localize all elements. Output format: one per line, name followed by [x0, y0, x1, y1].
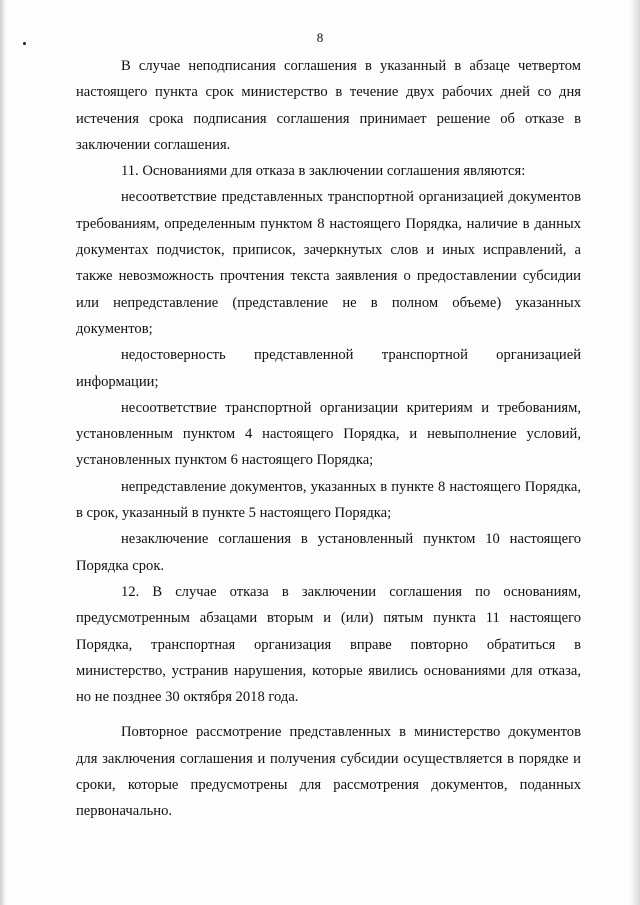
paragraph-11-item-4: непредставление документов, указанных в пункте 8 настоящего Порядка, в срок, указанный в пункте 5 настоящего Порядка;	[76, 478, 581, 522]
paragraph-repeat-review: Повторное рассмотрение представленных в министерство документов для заключения соглашения и получения субсидии осуществляется в порядке и сроки, которые предусмотрены для рассмотрения документов, поданных первоначально.	[76, 724, 581, 820]
paragraph-refusal-unsigned: В случае неподписания соглашения в указанный в абзаце четвертом настоящего пункта срок министерство в течение двух рабочих дней со дня истечения срока подписания соглашения принимает решение об отказе в заключении соглашения.	[76, 58, 581, 153]
document-body	[76, 53, 581, 825]
paragraph-11-item-5: незаключение соглашения в установленный пунктом 10 настоящего Порядка срок.	[76, 531, 581, 574]
scan-shadow-right	[630, 0, 640, 905]
page-number: 8	[316, 30, 324, 45]
paragraph-11-heading: 11. Основаниями для отказа в заключении соглашения являются:	[121, 163, 526, 180]
paragraph-11-item-3: несоответствие транспортной организации критериям и требованиям, установленным пунктом 4 настоящего Порядка, и невыполнение условий, установленных пунктом 6 настоящего Порядка;	[76, 399, 581, 469]
paragraph-11-item-1: несоответствие представленных транспортной организацией документов требованиям, определенным пунктом 8 настоящего Порядка, наличие в данных документах подчисток, приписок, зачеркнутых слов и иных исправлений, а также невозможность прочтения текста заявления о предоставлении субсидии или непредставление (представление не в полном объеме) указанных документов;	[76, 189, 581, 337]
paragraph-11-item-2: недостоверность представленной транспортной организацией информации;	[76, 347, 581, 390]
paragraph-12: 12. В случае отказа в заключении соглашения по основаниям, предусмотренным абзацами вторым и (или) пятым пункта 11 настоящего Порядка, транспортная организация вправе повторно обратиться в министерство, устранив нарушения, которые явились основаниями для отказа, но не позднее 30 октября 2018 года.	[76, 583, 581, 706]
scan-shadow-left	[0, 0, 6, 905]
